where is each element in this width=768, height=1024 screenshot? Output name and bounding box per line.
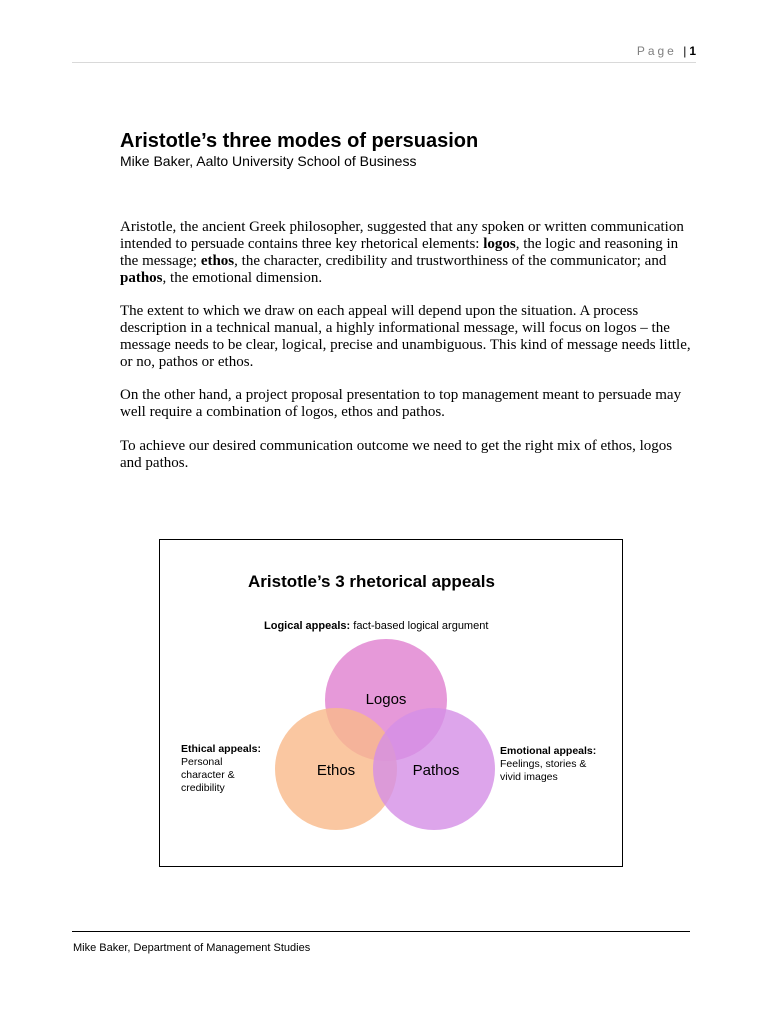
logical-appeals-caption: [264, 620, 488, 632]
venn-diagram: [160, 540, 624, 868]
p1-text-1: Aristotle, the ancient Greek philosopher, suggested that any spoken or written communication intended to persuade contains three key rhetorical elements:: [120, 219, 684, 252]
footer-text: Mike Baker, Department of Management Studies: [73, 942, 311, 954]
p1-bold-ethos: ethos: [200, 253, 235, 269]
page-separator: |: [683, 44, 687, 58]
document-title: Aristotle’s three modes of persuasion: [120, 130, 479, 152]
p1-text-2: , the logic and reasoning in the message;: [120, 236, 679, 269]
footer-rule: [72, 931, 690, 932]
logos-label: Logos: [365, 691, 407, 708]
page-label: Page: [636, 44, 677, 58]
logical-appeals-label: Logical appeals:: [264, 620, 351, 632]
emotional-appeals-label: Emotional appeals:: [500, 745, 597, 757]
paragraph-1: [120, 219, 696, 287]
emotional-appeals-line-1: Feelings, stories &: [500, 758, 587, 770]
page-number: [637, 44, 696, 58]
ethical-appeals-line-2: character &: [181, 769, 235, 781]
page-number-value: 1: [689, 44, 696, 58]
ethical-appeals-line-3: credibility: [181, 782, 225, 794]
document-subtitle: Mike Baker, Aalto University School of Business: [120, 153, 417, 169]
paragraph-3: On the other hand, a project proposal presentation to top management meant to persuade may well require a combination of logos, ethos and pathos.: [120, 387, 682, 420]
pathos-label: Pathos: [412, 762, 460, 779]
p1-text-3: , the character, credibility and trustworthiness of the communicator; and: [234, 253, 667, 269]
p1-bold-pathos: pathos: [120, 270, 163, 286]
page-header: [72, 44, 696, 63]
ethical-appeals-label: Ethical appeals:: [181, 743, 261, 755]
logical-appeals-text: fact-based logical argument: [350, 620, 489, 632]
p1-text-4: , the emotional dimension.: [162, 270, 323, 286]
diagram-title: Aristotle’s 3 rhetorical appeals: [248, 572, 495, 591]
ethos-label: Ethos: [316, 762, 356, 779]
emotional-appeals-line-2: vivid images: [500, 771, 558, 783]
paragraph-2: The extent to which we draw on each appeal will depend upon the situation. A process description in a technical manual, a highly informational message, will focus on logos – the message needs to be clear, logical, precise and unambiguous. This kind of message needs little, or no, pathos or ethos.: [120, 303, 691, 370]
paragraph-4: To achieve our desired communication outcome we need to get the right mix of ethos, logos and pathos.: [120, 438, 673, 471]
p1-bold-logos: logos: [483, 236, 516, 252]
ethical-appeals-line-1: Personal: [181, 756, 223, 768]
rhetorical-appeals-figure: [159, 539, 623, 867]
